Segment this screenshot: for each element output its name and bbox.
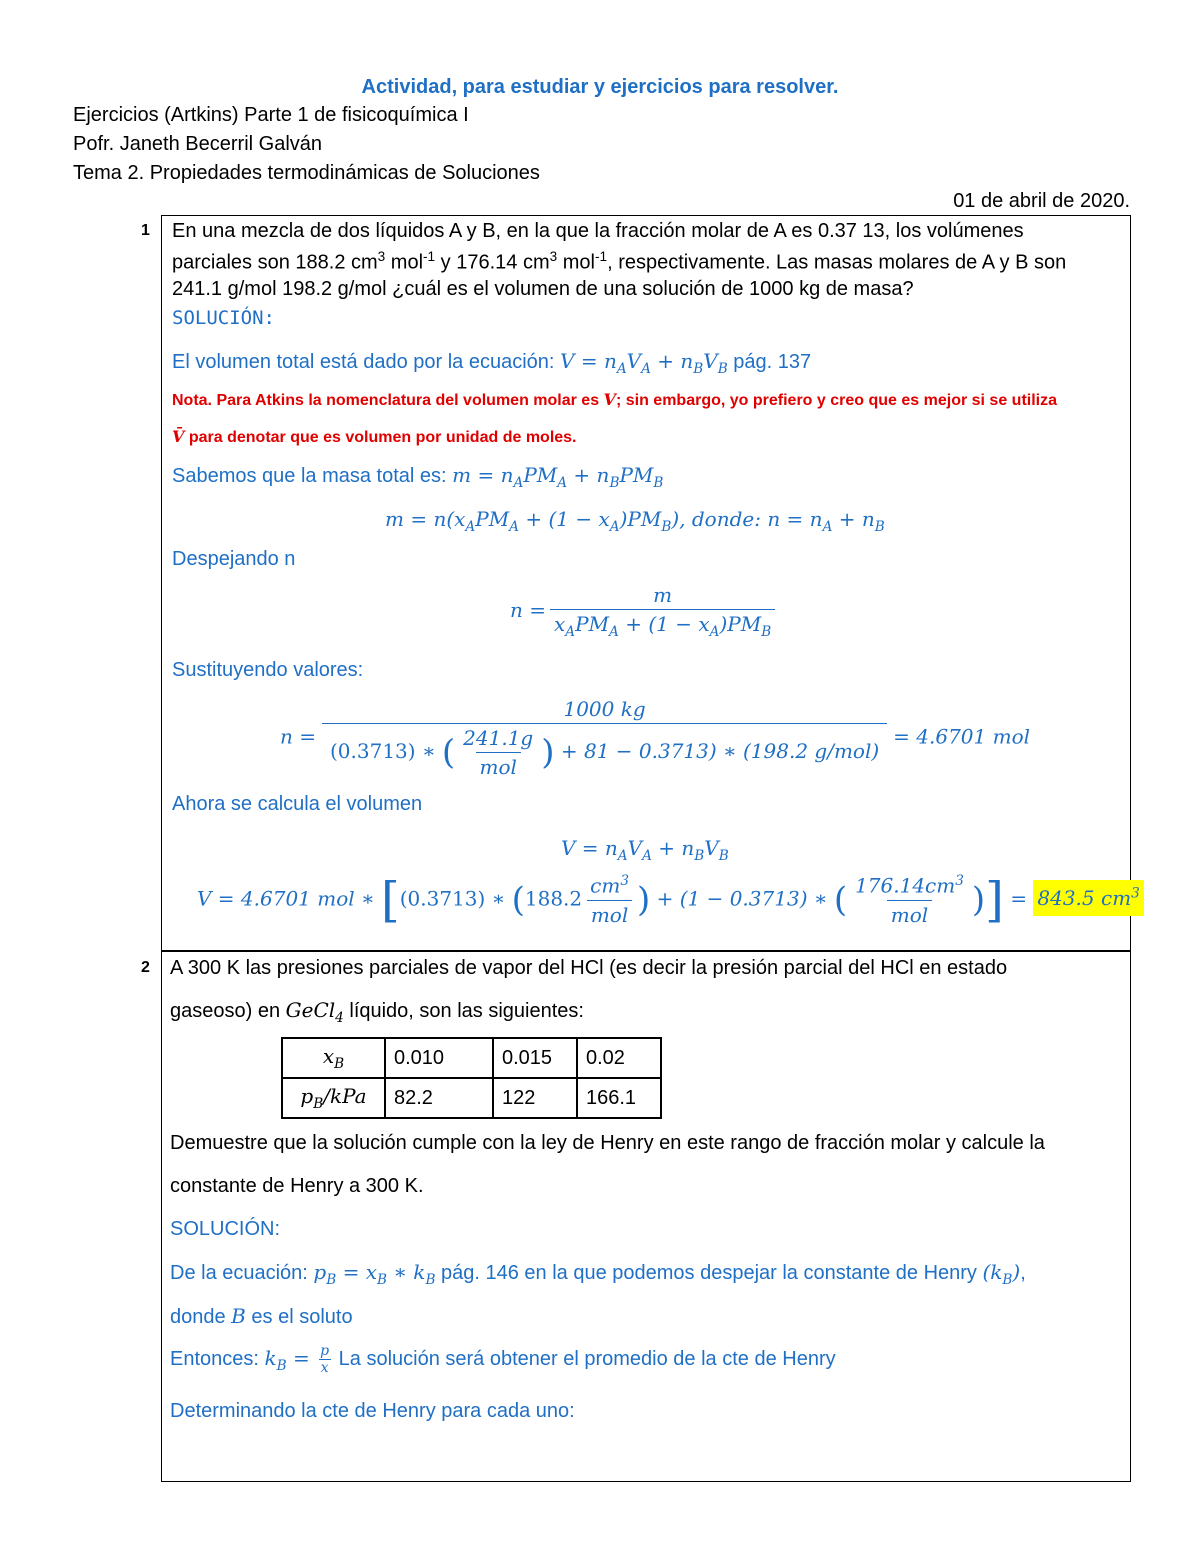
- ex1-statement-line3: 241.1 g/mol 198.2 g/mol ¿cuál es el volumen de una solución de 1000 kg de masa?: [172, 278, 914, 300]
- henry-data-table: [281, 1037, 662, 1119]
- ex1-note-line2: V̄ para denotar que es volumen por unidad de moles.: [172, 427, 577, 446]
- ex1-mass-total-formula: $m = n(x_APM_A + (1 - x_A)PM_B)$, donde: $n = n_A + n_B$: [385, 507, 885, 535]
- ex1-despejando: Despejando n: [172, 548, 296, 570]
- ex2-statement-line1: A 300 K las presiones parciales de vapor del HCl (es decir la presión parcial del HCl en estado: [170, 957, 1008, 979]
- ex1-result-highlight: 843.5 $cm^3$: [1033, 880, 1143, 916]
- course-line: Ejercicios (Artkins) Parte 1 de fisicoquímica I: [73, 104, 469, 126]
- table-row: [282, 1078, 661, 1118]
- ex1-statement-line1: En una mezcla de dos líquidos A y B, en la que la fracción molar de A es 0.37 13, los volúmenes: [172, 220, 1024, 242]
- ex1-n-formula: n = $\frac{m}{x_APM_A + (1 - x_A)PM_B}$: [510, 583, 779, 640]
- table-cell: 0.02: [577, 1038, 661, 1078]
- ex2-demuestre-line2: constante de Henry a 300 K.: [170, 1175, 424, 1197]
- ex1-solution-label: SOLUCIÓN:: [172, 307, 275, 329]
- ex1-volume-equation: El volumen total está dado por la ecuación: $V = n_AV_A + n_BV_B$ pág. 137: [172, 349, 812, 377]
- document-title: Actividad, para estudiar y ejercicios para resolver.: [361, 76, 839, 98]
- exercise-1-number: 1: [141, 222, 150, 239]
- date: 01 de abril de 2020.: [953, 190, 1130, 212]
- ex2-statement-line2: gaseoso) en GeCl$_4$ líquido, son las siguientes:: [170, 998, 584, 1026]
- ex1-mass-equation: Sabemos que la masa total es: $m = n_APM_A + n_BPM_B$: [172, 463, 664, 491]
- ex1-statement-line2: parciales son 188.2 $cm^3$ mol$^{-1}$ y 176.14 $cm^3$ mol$^{-1}$, respectivamente. Las masas molares de A y B son: [172, 249, 1067, 274]
- ex2-entonces-line: Entonces: $k_B$ = $\frac{p}{x}$ La solución será obtener el promedio de la cte de Henry: [170, 1343, 836, 1376]
- ex1-volume-substitution: V = 4.6701 mol ∗ [(0.3713) ∗ (188.2 $\frac{cm^3}{\text{mol}}$ ) + (1 − 0.3713) ∗ ( $\frac{176.14cm^3}{\text{mol}}$ )] = 843.5 $cm^3$: [197, 873, 1144, 927]
- table-cell: 82.2: [385, 1078, 493, 1118]
- table-header-pb: $p_B$/kPa: [282, 1078, 385, 1118]
- ex1-note-line1: Nota. Para Atkins la nomenclatura del volumen molar es V; sin embargo, yo prefiero y creo que es mejor si se utiliza: [172, 390, 1057, 409]
- table-cell: 0.015: [493, 1038, 577, 1078]
- ex2-demuestre-line1: Demuestre que la solución cumple con la ley de Henry en este rango de fracción molar y calcule la: [170, 1132, 1045, 1154]
- ex2-donde-line: donde B es el soluto: [170, 1304, 353, 1328]
- exercise-2-number: 2: [141, 959, 150, 976]
- ex1-n-substitution: n = 1000 kg (0.3713) ∗ ( $\frac{241.1g}{\text{mol}}$ ) + 81 − 0.3713) ∗ (198.2 g/mol) = 4.6701 mol: [280, 697, 1031, 779]
- ex1-volume-formula: $V = n_AV_A + n_BV_B$: [561, 836, 729, 864]
- table-cell: 166.1: [577, 1078, 661, 1118]
- table-row: [282, 1038, 661, 1078]
- ex2-solution-label: SOLUCIÓN:: [170, 1218, 281, 1240]
- ex2-equation-line: De la ecuación: $p_B = x_B$ ∗ $k_B$ pág. 146 en la que podemos despejar la constante de Henry $(k_B)$,: [170, 1260, 1026, 1288]
- ex1-ahora: Ahora se calcula el volumen: [172, 793, 423, 815]
- ex2-determinando: Determinando la cte de Henry para cada uno:: [170, 1400, 575, 1422]
- professor-line: Pofr. Janeth Becerril Galván: [73, 133, 323, 155]
- table-cell: 122: [493, 1078, 577, 1118]
- topic-line: Tema 2. Propiedades termodinámicas de Soluciones: [73, 162, 540, 184]
- table-cell: 0.010: [385, 1038, 493, 1078]
- table-header-xb: $x_B$: [282, 1038, 385, 1078]
- ex1-sustituyendo: Sustituyendo valores:: [172, 659, 364, 681]
